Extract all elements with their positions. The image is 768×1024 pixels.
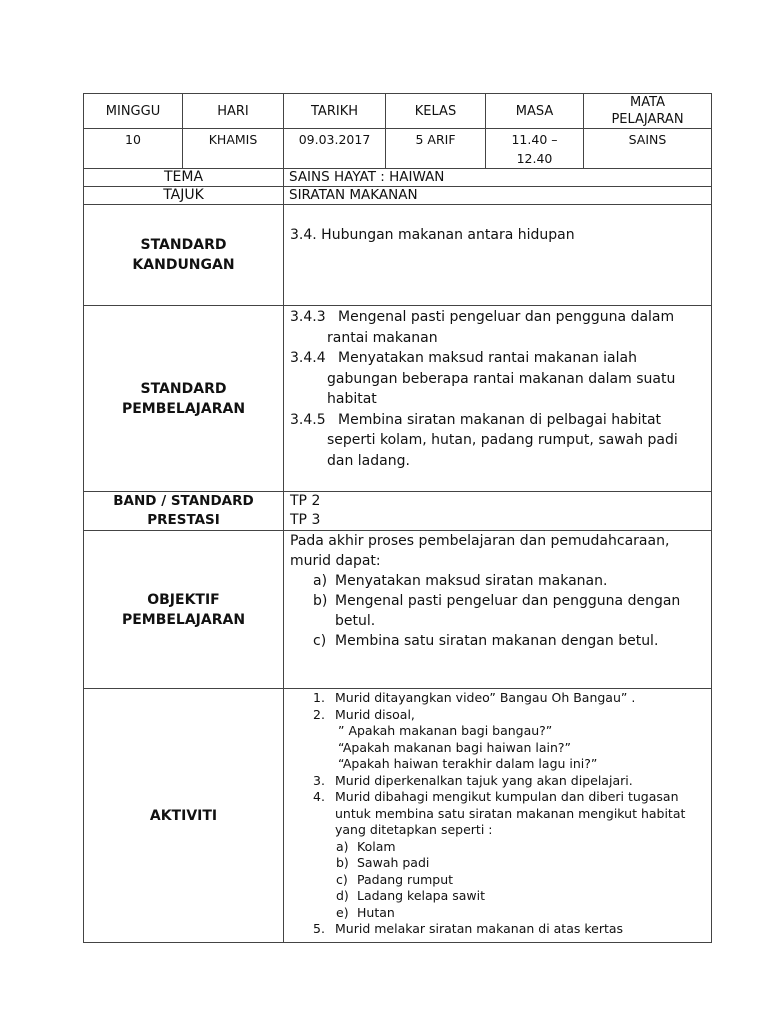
aktiviti-step-4 xyxy=(313,789,707,921)
sp-item xyxy=(290,307,707,348)
objektif-intro: Pada akhir proses pembelajaran dan pemudahcaraan, murid dapat: xyxy=(290,533,670,569)
step-marker: 5. xyxy=(313,921,325,936)
header-minggu: MINGGU xyxy=(84,94,183,129)
objektif-marker: b) xyxy=(313,593,328,609)
band-row xyxy=(84,492,712,531)
header-mata-pelajaran xyxy=(584,94,712,129)
step-marker: 1. xyxy=(313,690,325,705)
step-text: Murid ditayangkan video” Bangau Oh Bangau” . xyxy=(335,690,636,705)
habitat-list xyxy=(335,839,707,922)
objektif-list xyxy=(290,571,707,651)
habitat-text: Padang rumput xyxy=(357,871,454,887)
header-tarikh: TARIKH xyxy=(284,94,386,129)
step-text: Murid dibahagi mengikut kumpulan dan diberi tugasan untuk membina satu siratan makanan mengikut habitat yang ditetapkan seperti : xyxy=(335,789,686,837)
objektif-content xyxy=(284,531,712,689)
objektif-item xyxy=(313,591,707,631)
habitat-marker: b) xyxy=(336,855,349,870)
aktiviti-step-2 xyxy=(313,706,707,773)
header-mata-pelajaran-line2: PELAJARAN xyxy=(611,112,684,127)
objektif-label xyxy=(84,531,284,689)
step-marker: 2. xyxy=(313,706,325,722)
habitat-marker: d) xyxy=(336,888,349,903)
question: “Apakah makanan bagi haiwan lain?” xyxy=(338,739,572,755)
objektif-item xyxy=(313,631,707,651)
habitat-item xyxy=(336,904,707,922)
habitat-text: Sawah padi xyxy=(357,855,430,870)
band-label-line1: BAND / STANDARD xyxy=(113,493,254,509)
sp-item xyxy=(290,348,707,410)
standard-kandungan-label xyxy=(84,205,284,306)
value-masa-start: 11.40 – xyxy=(511,132,558,147)
habitat-item xyxy=(336,871,707,889)
habitat-marker: a) xyxy=(336,838,349,854)
band-value: TP 2 xyxy=(290,493,321,509)
header-masa: MASA xyxy=(486,94,584,129)
value-masa xyxy=(486,129,584,169)
standard-pembelajaran-label-line1: STANDARD xyxy=(140,380,227,397)
value-tarikh: 09.03.2017 xyxy=(284,129,386,169)
habitat-text: Hutan xyxy=(357,904,395,920)
step-text: Murid diperkenalkan tajuk yang akan dipelajari. xyxy=(335,772,633,788)
standard-pembelajaran-row xyxy=(84,306,712,492)
step-marker: 4. xyxy=(313,789,325,804)
aktiviti-step-5 xyxy=(313,921,707,938)
band-values xyxy=(284,492,712,531)
header-row xyxy=(84,94,712,129)
standard-pembelajaran-label-line2: PEMBELAJARAN xyxy=(121,400,246,417)
aktiviti-content xyxy=(284,689,712,943)
sp-item-code: 3.4.3 xyxy=(290,309,326,325)
objektif-text: Menyatakan maksud siratan makanan. xyxy=(335,573,608,589)
value-kelas: 5 ARIF xyxy=(386,129,486,169)
band-label-line2: PRESTASI xyxy=(147,512,220,528)
habitat-item xyxy=(336,855,707,872)
objektif-text: Membina satu siratan makanan dengan betul. xyxy=(335,633,659,649)
header-kelas: KELAS xyxy=(386,94,486,129)
aktiviti-step-1 xyxy=(313,690,707,707)
habitat-text: Ladang kelapa sawit xyxy=(357,888,486,903)
standard-pembelajaran-label xyxy=(84,306,284,492)
sp-item xyxy=(290,410,707,472)
habitat-text: Kolam xyxy=(357,838,396,854)
value-minggu: 10 xyxy=(84,129,183,169)
objektif-label-line2: PEMBELAJARAN xyxy=(121,611,246,628)
band-value: TP 3 xyxy=(290,512,321,528)
question: ” Apakah makanan bagi bangau?” xyxy=(338,723,553,738)
lesson-plan-table xyxy=(83,93,712,943)
step-text: Murid disoal, xyxy=(335,706,415,722)
value-masa-end: 12.40 xyxy=(516,151,553,166)
standard-kandungan-row xyxy=(84,205,712,306)
objektif-text: Mengenal pasti pengeluar dan pengguna dengan betul. xyxy=(335,593,681,629)
value-mata-pelajaran: SAINS xyxy=(584,129,712,169)
tema-label: TEMA xyxy=(84,169,284,187)
objektif-marker: c) xyxy=(313,633,327,649)
objektif-item xyxy=(313,571,707,591)
aktiviti-list xyxy=(290,690,707,938)
sp-item-code: 3.4.4 xyxy=(290,350,326,366)
sp-item-text: Mengenal pasti pengeluar dan pengguna dalam rantai makanan xyxy=(327,309,675,346)
value-hari: KHAMIS xyxy=(183,129,284,169)
standard-pembelajaran-list xyxy=(284,306,712,492)
tajuk-value: SIRATAN MAKANAN xyxy=(284,187,712,205)
sp-item-text: Membina siratan makanan di pelbagai habitat seperti kolam, hutan, padang rumput, sawah padi dan ladang. xyxy=(327,411,678,469)
values-row xyxy=(84,129,712,169)
header-mata-pelajaran-line1: MATA xyxy=(630,95,665,110)
step-marker: 3. xyxy=(313,772,325,788)
tema-value: SAINS HAYAT : HAIWAN xyxy=(284,169,712,187)
tajuk-row xyxy=(84,187,712,205)
objektif-marker: a) xyxy=(313,573,328,589)
standard-kandungan-label-line2: KANDUNGAN xyxy=(132,257,235,273)
sp-item-code: 3.4.5 xyxy=(290,411,326,428)
habitat-marker: c) xyxy=(336,871,348,887)
standard-kandungan-value: 3.4. Hubungan makanan antara hidupan xyxy=(284,205,712,306)
habitat-item xyxy=(336,838,707,856)
habitat-marker: e) xyxy=(336,904,349,920)
objektif-label-line1: OBJEKTIF xyxy=(147,591,220,608)
question: “Apakah haiwan terakhir dalam lagu ini?” xyxy=(338,756,598,771)
band-label xyxy=(84,492,284,531)
header-hari: HARI xyxy=(183,94,284,129)
aktiviti-row xyxy=(84,689,712,943)
objektif-row xyxy=(84,531,712,689)
tajuk-label: TAJUK xyxy=(84,187,284,205)
aktiviti-label: AKTIVITI xyxy=(84,689,284,943)
standard-kandungan-label-line1: STANDARD xyxy=(140,237,227,253)
tema-row xyxy=(84,169,712,187)
aktiviti-step-3 xyxy=(313,772,707,790)
habitat-item xyxy=(336,888,707,905)
step-text: Murid melakar siratan makanan di atas kertas xyxy=(335,921,624,936)
sp-item-text: Menyatakan maksud rantai makanan ialah gabungan beberapa rantai makanan dalam suatu habitat xyxy=(327,350,676,407)
